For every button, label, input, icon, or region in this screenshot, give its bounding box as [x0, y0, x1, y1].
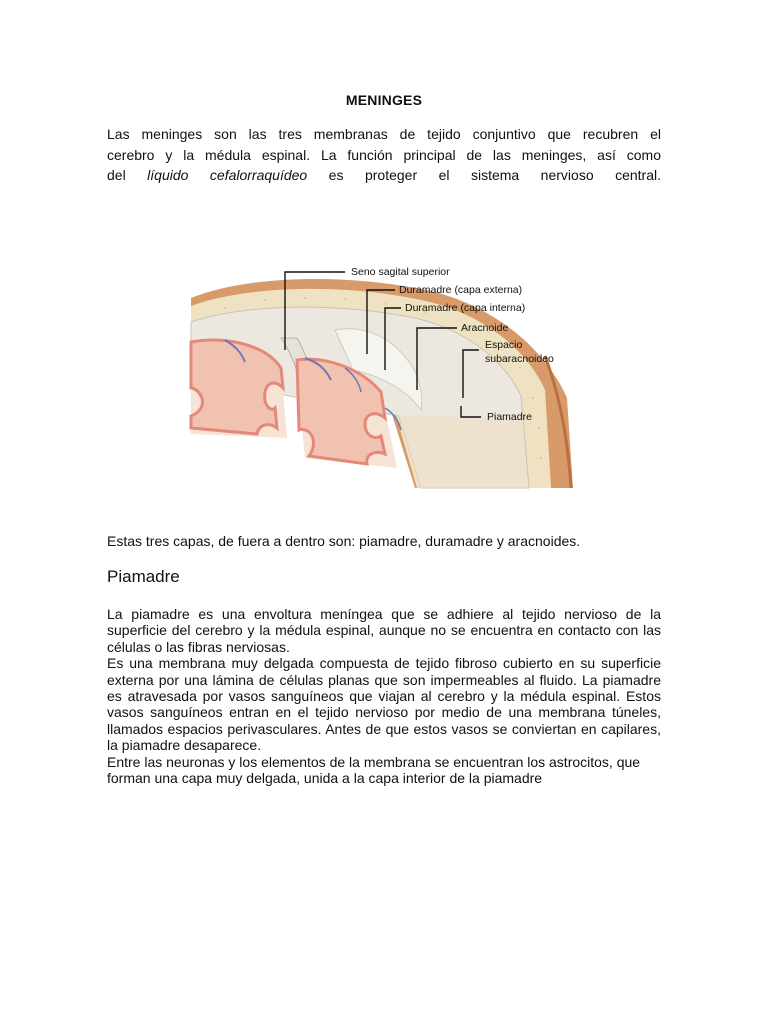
- label-dura-interna: Duramadre (capa interna): [405, 302, 526, 314]
- intro-line-1: Las meninges son las tres membranas de tejido conjuntivo que recubren el: [107, 126, 661, 142]
- intro-paragraph: [107, 124, 661, 186]
- intro-brain-spine: cerebro y la médula espinal: [107, 146, 307, 163]
- piamadre-paragraph-1: La piamadre es una envoltura meníngea que se adhiere al tejido nervioso de la superficie del cerebro y la médula espinal, aunque no se encuentra en contacto con las células o las fibras nerviosas.: [107, 606, 661, 655]
- label-dura-externa: Duramadre (capa externa): [399, 284, 523, 296]
- intro-del: del: [107, 167, 148, 183]
- piamadre-body: [107, 606, 661, 786]
- intro-protect: es proteger el sistema nervioso central.: [307, 167, 661, 183]
- meninges-figure: [185, 258, 575, 494]
- page-title: MENINGES: [345, 92, 423, 108]
- label-seno-sagital: Seno sagital superior: [351, 266, 450, 278]
- label-aracnoide: Aracnoide: [461, 322, 509, 334]
- cut-face: [399, 416, 529, 488]
- meninges-illustration: [185, 258, 575, 494]
- piamadre-paragraph-2: Es una membrana muy delgada compuesta de tejido fibroso cubierto en su superficie externa por una lámina de células planas que son impermeables al fluido. La piamadre es atravesada por vasos sanguíneos que viajan al cerebro y la médula espinal. Estos vasos sanguíneos entran en el tejido nervioso por medio de una membrana túneles, llamados espacios perivasculares. Antes de que estos vasos se conviertan en capilares, la piamadre desaparece.: [107, 655, 661, 754]
- intro-function: . La función principal de las meninges, así como: [306, 146, 661, 163]
- intro-line-2: [107, 145, 661, 166]
- section-heading-piamadre: Piamadre: [107, 567, 180, 586]
- label-espacio: Espacio: [485, 339, 523, 351]
- intro-line-3: [107, 165, 661, 186]
- piamadre-paragraph-3: Entre las neuronas y los elementos de la membrana se encuentran los astrocitos, que forman una capa muy delgada, unida a la capa interior de la piamadre: [107, 753, 641, 787]
- layers-summary: Estas tres capas, de fuera a dentro son: piamadre, duramadre y aracnoides.: [107, 533, 581, 549]
- intro-csf-italic: líquido cefalorraquídeo: [147, 167, 308, 183]
- label-subaracnoideo: subaracnoideo: [485, 353, 554, 365]
- label-piamadre: Piamadre: [487, 411, 532, 423]
